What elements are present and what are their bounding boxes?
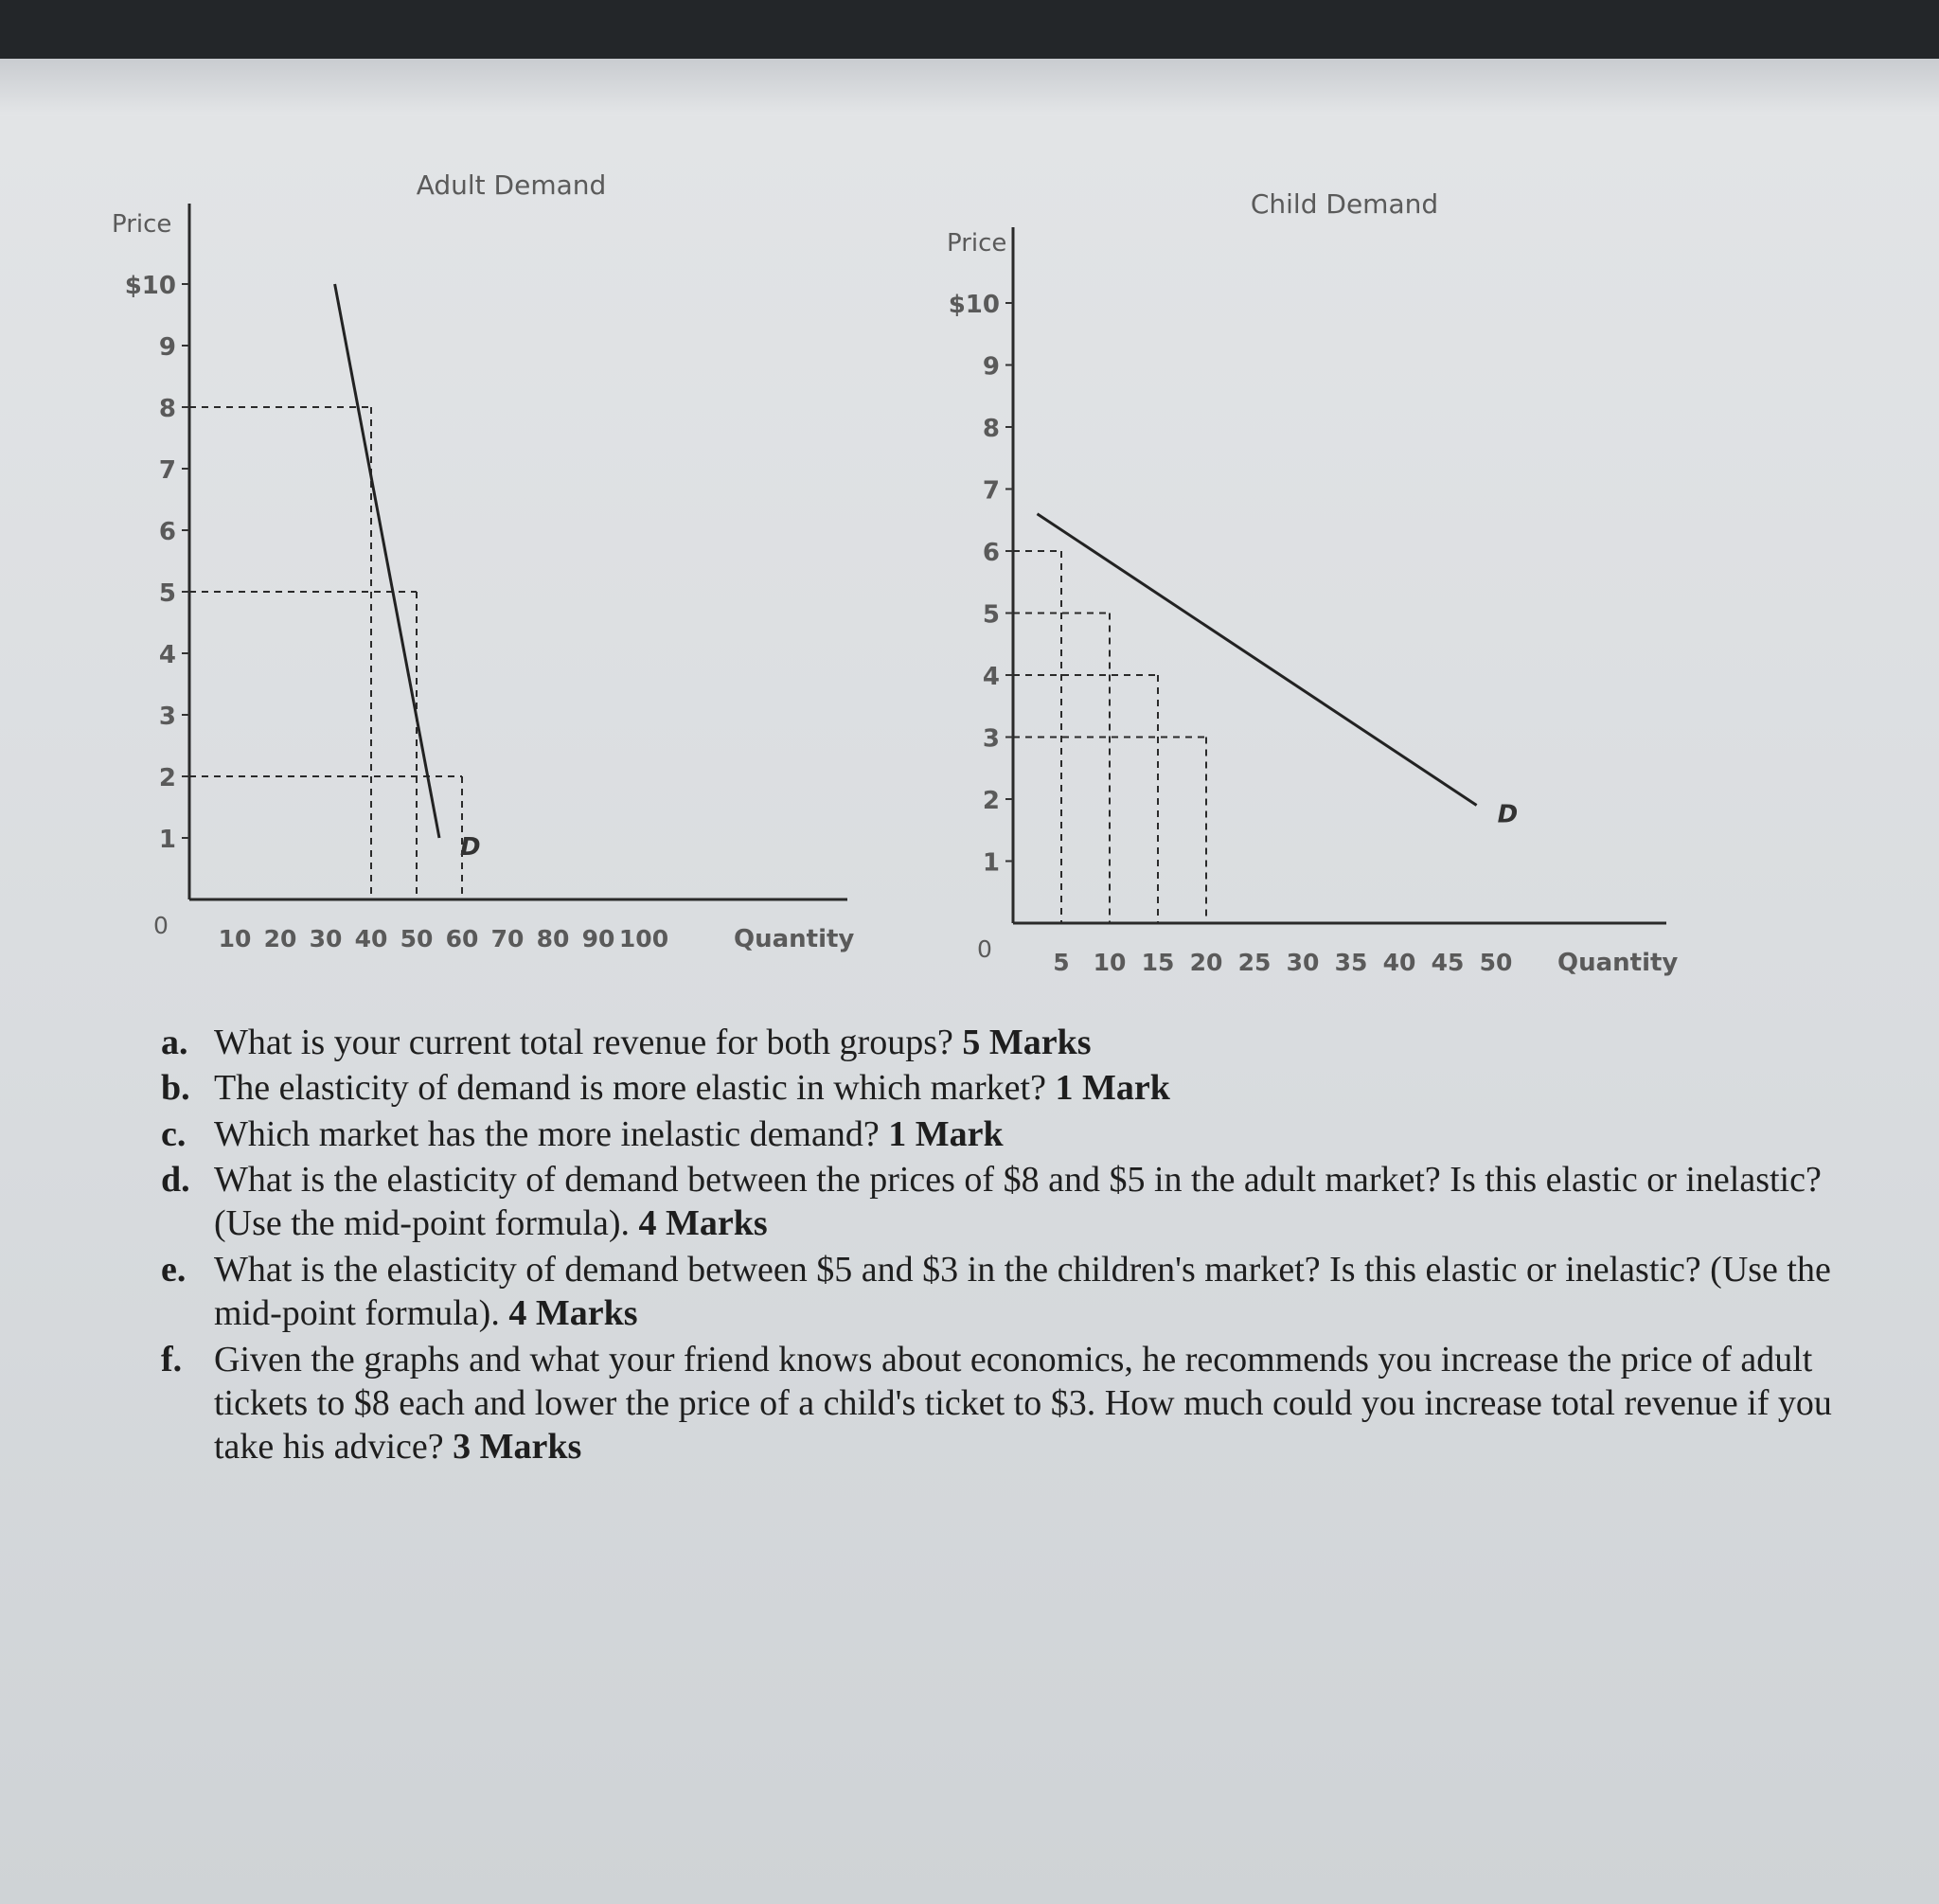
question-list	[161, 1021, 1894, 1471]
question-c	[161, 1112, 1894, 1156]
question-text: What is the elasticity of demand between the prices of $8 and $5 in the adult market? Is this elastic or inelastic? (Use the mid-point formula).	[214, 1160, 1822, 1244]
y-tick-label: $10	[124, 272, 176, 300]
question-text: What is the elasticity of demand between $5 and $3 in the children's market? Is this elastic or inelastic? (Use the mid-point formula).	[214, 1249, 1831, 1334]
y-tick-label: 8	[158, 395, 176, 423]
origin-label: 0	[153, 912, 169, 939]
y-tick-label: 6	[982, 539, 1000, 567]
y-tick-label: 3	[982, 724, 1000, 754]
question-letter: c.	[161, 1113, 187, 1154]
question-e	[161, 1248, 1894, 1336]
y-tick-label: 3	[158, 703, 176, 731]
x-tick-label: 45	[1431, 949, 1465, 976]
x-tick-label: 40	[1382, 949, 1416, 976]
x-tick-label: 60	[445, 925, 479, 952]
x-tick-label: 30	[1286, 949, 1320, 976]
x-tick-label: 30	[309, 925, 343, 952]
y-tick-label: 7	[158, 456, 176, 485]
x-tick-label: 20	[1189, 949, 1223, 976]
demand-curve	[1038, 514, 1477, 806]
x-tick-label: 20	[263, 925, 297, 952]
y-tick-label: 5	[982, 600, 1000, 630]
question-letter: a.	[161, 1023, 188, 1062]
x-tick-label: 10	[218, 925, 252, 952]
y-tick-label: 2	[982, 787, 1000, 815]
question-marks: 5 Marks	[962, 1023, 1092, 1062]
y-tick-label: 4	[982, 663, 1000, 691]
y-tick-label: 5	[158, 579, 176, 608]
y-tick-label: 2	[158, 764, 176, 792]
y-tick-label: 1	[982, 848, 1000, 878]
y-tick-label: 6	[158, 518, 176, 546]
y-tick-label: 4	[158, 641, 176, 669]
chart-title: Child Demand	[1250, 188, 1439, 220]
question-letter: e.	[161, 1249, 187, 1290]
x-axis-label: Quantity	[734, 925, 855, 953]
x-tick-label: 100	[618, 925, 669, 952]
question-b	[161, 1066, 1894, 1110]
x-tick-label: 50	[1479, 949, 1513, 976]
x-tick-label: 70	[490, 925, 525, 952]
x-tick-label: 50	[400, 925, 434, 952]
question-marks: 3 Marks	[453, 1427, 582, 1468]
question-text: Given the graphs and what your friend knows about economics, he recommends you increase the price of adult tickets to $8 each and lower the price of a child's ticket to $3. How much could you increase total revenue if you take his advice?	[214, 1339, 1832, 1468]
question-a	[161, 1021, 1894, 1064]
question-text: What is your current total revenue for both groups?	[214, 1023, 963, 1062]
question-d	[161, 1158, 1894, 1246]
y-tick-label: 1	[158, 826, 176, 854]
x-axis-label: Quantity	[1557, 949, 1679, 977]
x-tick-label: 90	[581, 925, 615, 952]
y-tick-label: 9	[982, 352, 1000, 382]
question-marks: 4 Marks	[638, 1203, 768, 1244]
demand-curve-label: D	[460, 833, 481, 862]
question-marks: 1 Mark	[1055, 1068, 1170, 1109]
y-tick-label: 7	[982, 476, 1000, 506]
x-tick-label: 25	[1237, 949, 1272, 976]
question-f	[161, 1338, 1894, 1469]
y-axis-label: Price	[947, 229, 1007, 258]
y-axis-label: Price	[112, 210, 172, 239]
question-text: The elasticity of demand is more elastic in which market?	[214, 1068, 1056, 1109]
question-letter: f.	[161, 1339, 183, 1379]
y-tick-label: 8	[982, 415, 1000, 443]
question-marks: 1 Mark	[888, 1113, 1004, 1154]
x-tick-label: 80	[536, 925, 570, 952]
x-tick-label: 40	[354, 925, 388, 952]
x-tick-label: 10	[1093, 949, 1127, 976]
y-tick-label: $10	[948, 291, 1000, 319]
question-letter: b.	[161, 1068, 190, 1109]
demand-curve-label: D	[1497, 800, 1519, 829]
question-letter: d.	[161, 1160, 190, 1201]
x-tick-label: 35	[1334, 949, 1368, 976]
question-marks: 4 Marks	[508, 1293, 638, 1334]
y-tick-label: 9	[158, 333, 176, 362]
x-tick-label: 5	[1053, 949, 1070, 976]
origin-label: 0	[977, 935, 992, 963]
x-tick-label: 15	[1141, 949, 1175, 976]
question-text: Which market has the more inelastic demand?	[214, 1113, 889, 1154]
chart-title: Adult Demand	[416, 169, 607, 201]
